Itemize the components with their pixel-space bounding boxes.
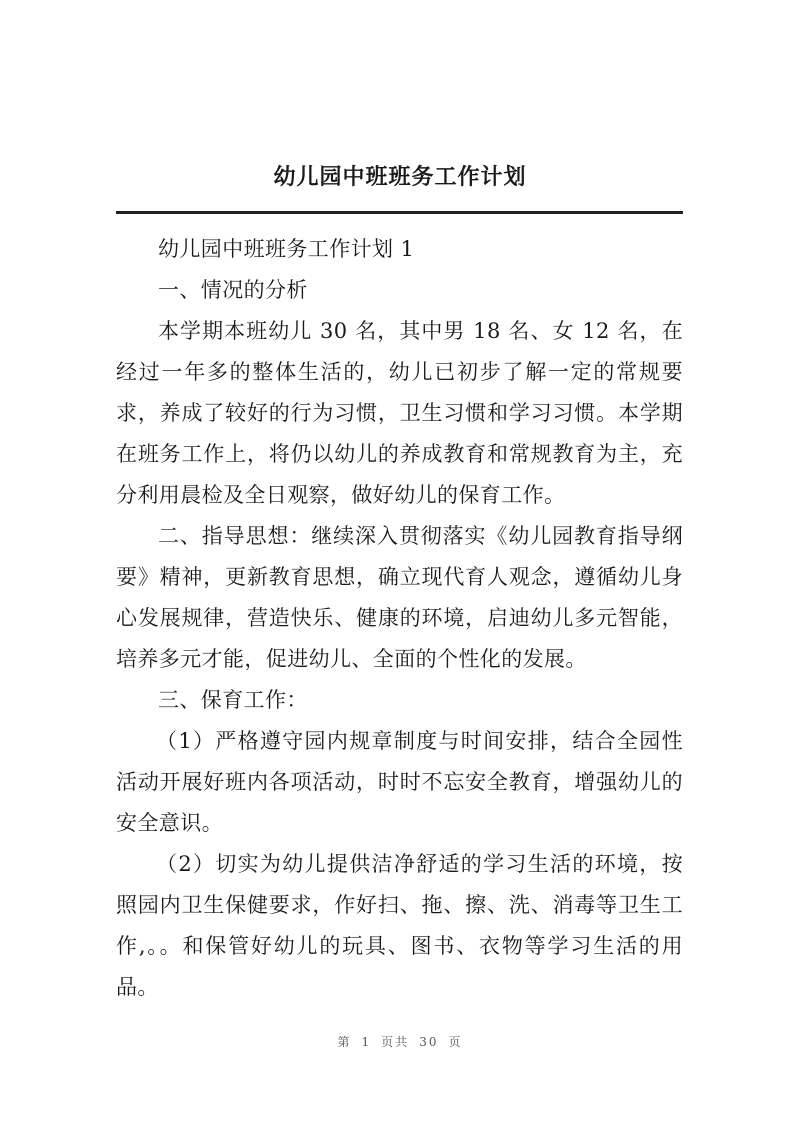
footer-prefix: 第 xyxy=(337,1035,352,1049)
body-paragraph: （1）严格遵守园内规章制度与时间安排，结合全园性活动开展好班内各项活动，时时不忘安全教育，增强幼儿的安全意识。 xyxy=(116,729,683,835)
footer-mid: 页共 xyxy=(381,1035,410,1049)
section-heading: 一、情况的分析 xyxy=(158,278,308,302)
footer-suffix: 页 xyxy=(448,1035,463,1049)
footer-page-number: 1 xyxy=(361,1035,372,1049)
section-heading: 幼儿园中班班务工作计划 1 xyxy=(158,237,415,261)
document-title: 幼儿园中班班务工作计划 xyxy=(273,165,527,190)
section-heading: 三、保育工作： xyxy=(158,688,308,712)
document-body xyxy=(116,229,683,1008)
footer-total-pages: 30 xyxy=(419,1035,439,1049)
title-divider xyxy=(116,211,683,214)
page-footer xyxy=(0,1033,800,1050)
body-paragraph: （2）切实为幼儿提供洁净舒适的学习生活的环境，按照园内卫生保健要求，作好扫、拖、擦、洗、消毒等卫生工作,。。和保管好幼儿的玩具、图书、衣物等学习生活的用品。 xyxy=(116,852,683,999)
body-paragraph: 二、指导思想：继续深入贯彻落实《幼儿园教育指导纲要》精神，更新教育思想，确立现代育人观念，遵循幼儿身心发展规律，营造快乐、健康的环境，启迪幼儿多元智能，培养多元才能，促进幼儿、全面的个性化的发展。 xyxy=(116,524,683,671)
body-paragraph: 本学期本班幼儿 30 名，其中男 18 名、女 12 名，在经过一年多的整体生活的，幼儿已初步了解一定的常规要求，养成了较好的行为习惯，卫生习惯和学习习惯。本学期在班务工作上，将仍以幼儿的养成教育和常规教育为主，充分利用晨检及全日观察，做好幼儿的保育工作。 xyxy=(116,319,683,507)
